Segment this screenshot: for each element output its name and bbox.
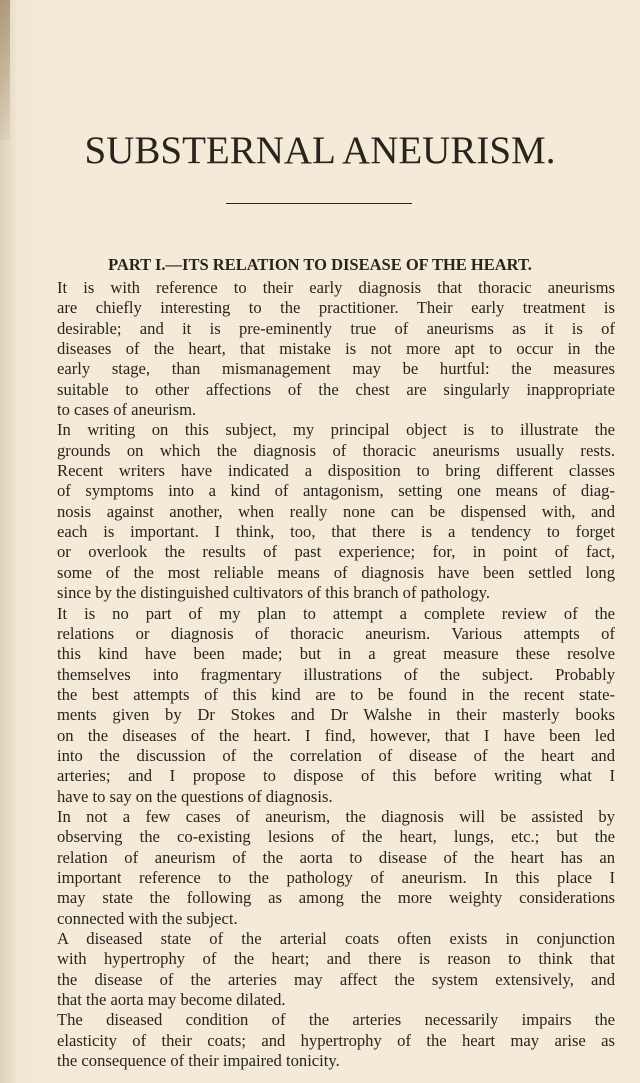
text-line: with hypertrophy of the heart; and there is reason to think that (57, 949, 615, 969)
paragraph (57, 420, 615, 603)
text-line: desirable; and it is pre-eminently true of aneurisms as it is of (57, 318, 615, 338)
text-line: elasticity of their coats; and hypertrophy of the heart may arise as (57, 1030, 615, 1050)
text-line: important reference to the pathology of aneurism. In this place I (57, 867, 615, 887)
text-line: early stage, than mismanagement may be hurtful: the measures (57, 359, 615, 379)
text-line: nosis against another, when really none can be dispensed with, and (57, 501, 615, 521)
text-line: ments given by Dr Stokes and Dr Walshe in their masterly books (57, 705, 615, 725)
text-line: Recent writers have indicated a disposition to bring different classes (57, 461, 615, 481)
text-line: arteries; and I propose to dispose of this before writing what I (57, 766, 615, 786)
page-edge-stain (0, 0, 10, 140)
paragraph (57, 929, 615, 1010)
text-line: It is no part of my plan to attempt a complete review of the (57, 603, 615, 623)
text-line: observing the co-existing lesions of the heart, lungs, etc.; but the (57, 827, 615, 847)
text-line: themselves into fragmentary illustrations of the subject. Probably (57, 664, 615, 684)
paragraph (57, 278, 615, 420)
paragraph (57, 1010, 615, 1071)
text-line: may state the following as among the more weighty considerations (57, 888, 615, 908)
title-rule (226, 203, 412, 204)
text-line: It is with reference to their early diagnosis that thoracic aneurisms (57, 278, 615, 297)
text-line: the disease of the arteries may affect the system extensively, and (57, 969, 615, 989)
paragraph (57, 604, 615, 807)
text-line: are chiefly interesting to the practitioner. Their early treatment is (57, 298, 615, 318)
text-line: this kind have been made; but in a great measure these resolve (57, 644, 615, 664)
page-title: SUBSTERNAL ANEURISM. (84, 129, 556, 172)
text-line: connected with the subject. (57, 908, 238, 928)
paragraph (57, 807, 615, 929)
body-text (57, 278, 615, 1071)
text-line: each is important. I think, too, that there is a tendency to forget (57, 522, 615, 542)
text-line: The diseased condition of the arteries necessarily impairs the (57, 1010, 615, 1030)
text-line: relation of aneurism of the aorta to disease of the heart has an (57, 847, 615, 867)
text-line: In not a few cases of aneurism, the diagnosis will be assisted by (57, 806, 615, 826)
text-line: A diseased state of the arterial coats often exists in conjunction (57, 929, 615, 948)
text-line: some of the most reliable means of diagnosis have been settled long (57, 562, 615, 582)
text-line: or overlook the results of past experience; for, in point of fact, (57, 542, 615, 562)
text-line: the best attempts of this kind are to be found in the recent state- (57, 684, 615, 704)
text-line: diseases of the heart, that mistake is not more apt to occur in the (57, 339, 615, 359)
text-line: into the discussion of the correlation of disease of the heart and (57, 745, 615, 765)
text-line: relations or diagnosis of thoracic aneurism. Various attempts of (57, 623, 615, 643)
text-line: to cases of aneurism. (57, 400, 197, 420)
section-heading: PART I.—ITS RELATION TO DISEASE OF THE HEART. (108, 255, 532, 274)
text-line: of symptoms into a kind of antagonism, setting one means of diag- (57, 481, 615, 501)
text-line: suitable to other affections of the chest are singularly inappropriate (57, 379, 615, 399)
text-line: grounds on which the diagnosis of thoracic aneurisms usually rests. (57, 440, 615, 460)
text-line: have to say on the questions of diagnosis. (57, 786, 333, 806)
text-line: since by the distinguished cultivators of this branch of pathology. (57, 583, 491, 603)
text-line: that the aorta may become dilated. (57, 990, 286, 1010)
text-line: In writing on this subject, my principal object is to illustrate the (57, 420, 615, 440)
text-line: the consequence of their impaired tonicity. (57, 1051, 340, 1071)
text-line: on the diseases of the heart. I find, however, that I have been led (57, 725, 615, 745)
